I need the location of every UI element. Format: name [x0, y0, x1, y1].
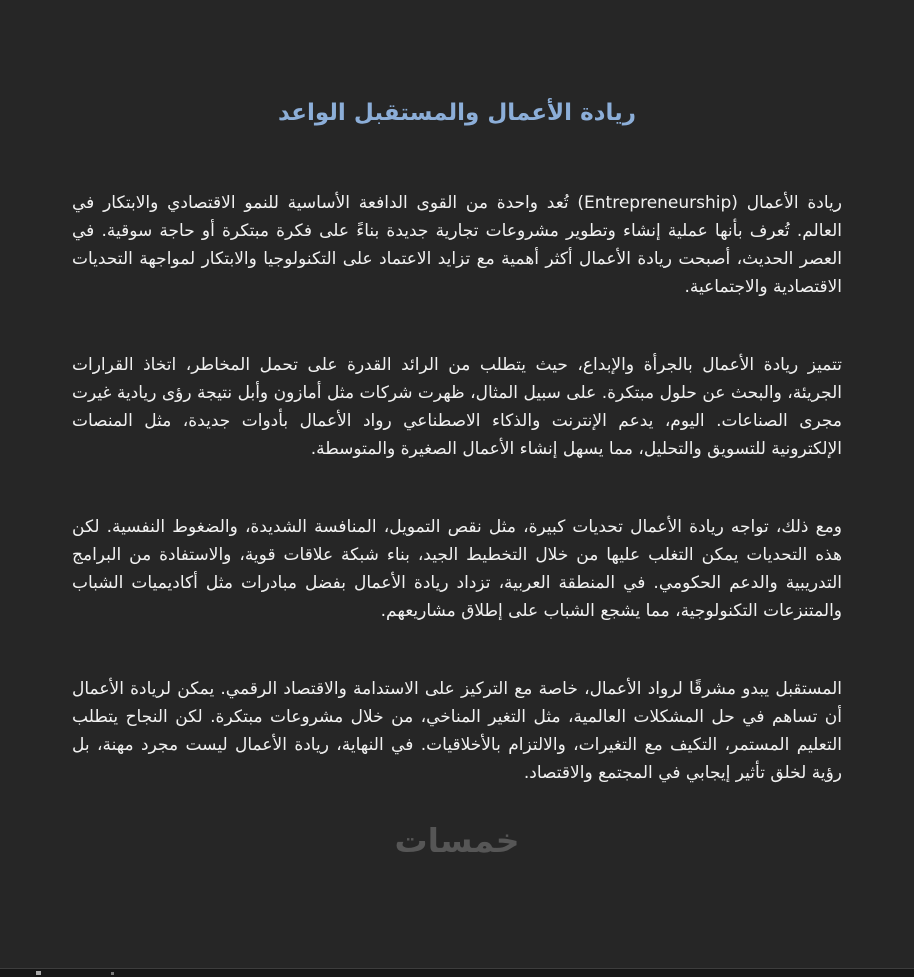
page-title: ريادة الأعمال والمستقبل الواعد: [278, 100, 636, 126]
document-page: [0, 97, 914, 977]
article-paragraph: ومع ذلك، تواجه ريادة الأعمال تحديات كبيرة، مثل نقص التمويل، المنافسة الشديدة، والضغوط النفسية. لكن هذه التحديات يمكن التغلب عليها من خلال التخطيط الجيد، بناء شبكة علاقات قوية، والاستفادة من البرامج التدريبية والدعم الحكومي. في المنطقة العربية، تزداد ريادة الأعمال بفضل مبادرات مثل أكاديميات الشباب والمتنزعات التكنولوجية، مما يشجع الشباب على إطلاق مشاريعهم.: [72, 517, 842, 621]
article-body: [72, 189, 842, 787]
article-paragraph: المستقبل يبدو مشرقًا لرواد الأعمال، خاصة مع التركيز على الاستدامة والاقتصاد الرقمي. يمكن لريادة الأعمال أن تساهم في حل المشكلات العالمية، مثل التغير المناخي، من خلال مشروعات مبتكرة. لكن النجاح يتطلب التعليم المستمر، التكيف مع التغيرات، والالتزام بالأخلاقيات. في النهاية، ريادة الأعمال ليست مجرد مهنة، بل رؤية لخلق تأثير إيجابي في المجتمع والاقتصاد.: [72, 679, 842, 783]
khamsat-watermark-logo: خمسات: [394, 821, 520, 860]
bottom-edge-strip: [0, 968, 914, 977]
article-paragraph: تتميز ريادة الأعمال بالجرأة والإبداع، حيث يتطلب من الرائد القدرة على تحمل المخاطر، اتخاذ القرارات الجريئة، والبحث عن حلول مبتكرة. على سبيل المثال، ظهرت شركات مثل أمازون وأبل نتيجة رؤى ريادية غيرت مجرى الصناعات. اليوم، يدعم الإنترنت والذكاء الاصطناعي رواد الأعمال بأدوات جديدة، مثل المنصات الإلكترونية للتسويق والتحليل، مما يسهل إنشاء الأعمال الصغيرة والمتوسطة.: [72, 355, 842, 459]
screen-artifact-speck: [36, 971, 41, 975]
article-paragraph: ريادة الأعمال (Entrepreneurship) تُعد واحدة من القوى الدافعة الأساسية للنمو الاقتصادي والابتكار في العالم. تُعرف بأنها عملية إنشاء وتطوير مشروعات تجارية جديدة بناءً على فكرة مبتكرة أو حاجة سوقية. في العصر الحديث، أصبحت ريادة الأعمال أكثر أهمية مع تزايد الاعتماد على التكنولوجيا والابتكار لمواجهة التحديات الاقتصادية والاجتماعية.: [72, 193, 842, 297]
screen-artifact-speck: [111, 972, 114, 975]
